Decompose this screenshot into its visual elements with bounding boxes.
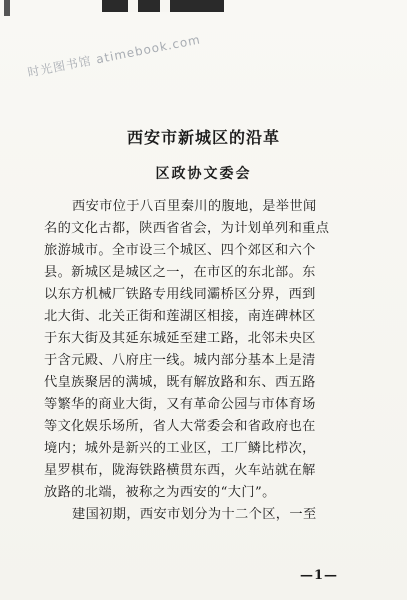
text-line: 境内；城外是新兴的工业区，工厂鳞比栉次， [44, 441, 316, 456]
text-line: 县。新城区是城区之一，在市区的东北部。东 [44, 265, 316, 280]
text-line: 北大街、北关正街和莲湖区相接，南连碑林区 [44, 309, 316, 324]
watermark: 时光图书馆 atimebook.com [26, 32, 202, 80]
scan-corner-mark [4, 0, 10, 16]
text-line: 名的文化古都，陕西省省会，为计划单列和重点 [44, 221, 330, 236]
document-title: 西安市新城区的沿革 [126, 128, 280, 147]
page-number: —1— [300, 568, 339, 583]
text-line: 星罗棋布，陇海铁路横贯东西，火车站就在解 [44, 463, 316, 478]
text-line: 代皇族聚居的满城，既有解放路和东、西五路 [44, 375, 316, 390]
text-line: 于东大街及其延东城延至建工路，北邻未央区 [44, 331, 316, 346]
header-stamp-graphic [102, 0, 224, 12]
text-line: 以东方机械厂铁路专用线同灞桥区分界，西到 [44, 287, 316, 302]
text-line: 西安市位于八百里秦川的腹地，是举世闻 [72, 199, 317, 214]
document-author: 区政协文委会 [155, 166, 252, 182]
text-line: 于含元殿、八府庄一线。城内部分基本上是清 [44, 353, 316, 368]
text-line: 旅游城市。全市设三个城区、四个郊区和六个 [44, 243, 316, 258]
text-line: 建国初期，西安市划分为十二个区，一至 [72, 507, 317, 522]
text-line: 等繁华的商业大街，又有革命公园与市体育场 [44, 397, 316, 412]
text-line: 放路的北端，被称之为西安的“大门”。 [44, 485, 276, 500]
body-text [44, 196, 374, 526]
text-line: 等文化娱乐场所，省人大常委会和省政府也在 [44, 419, 316, 434]
